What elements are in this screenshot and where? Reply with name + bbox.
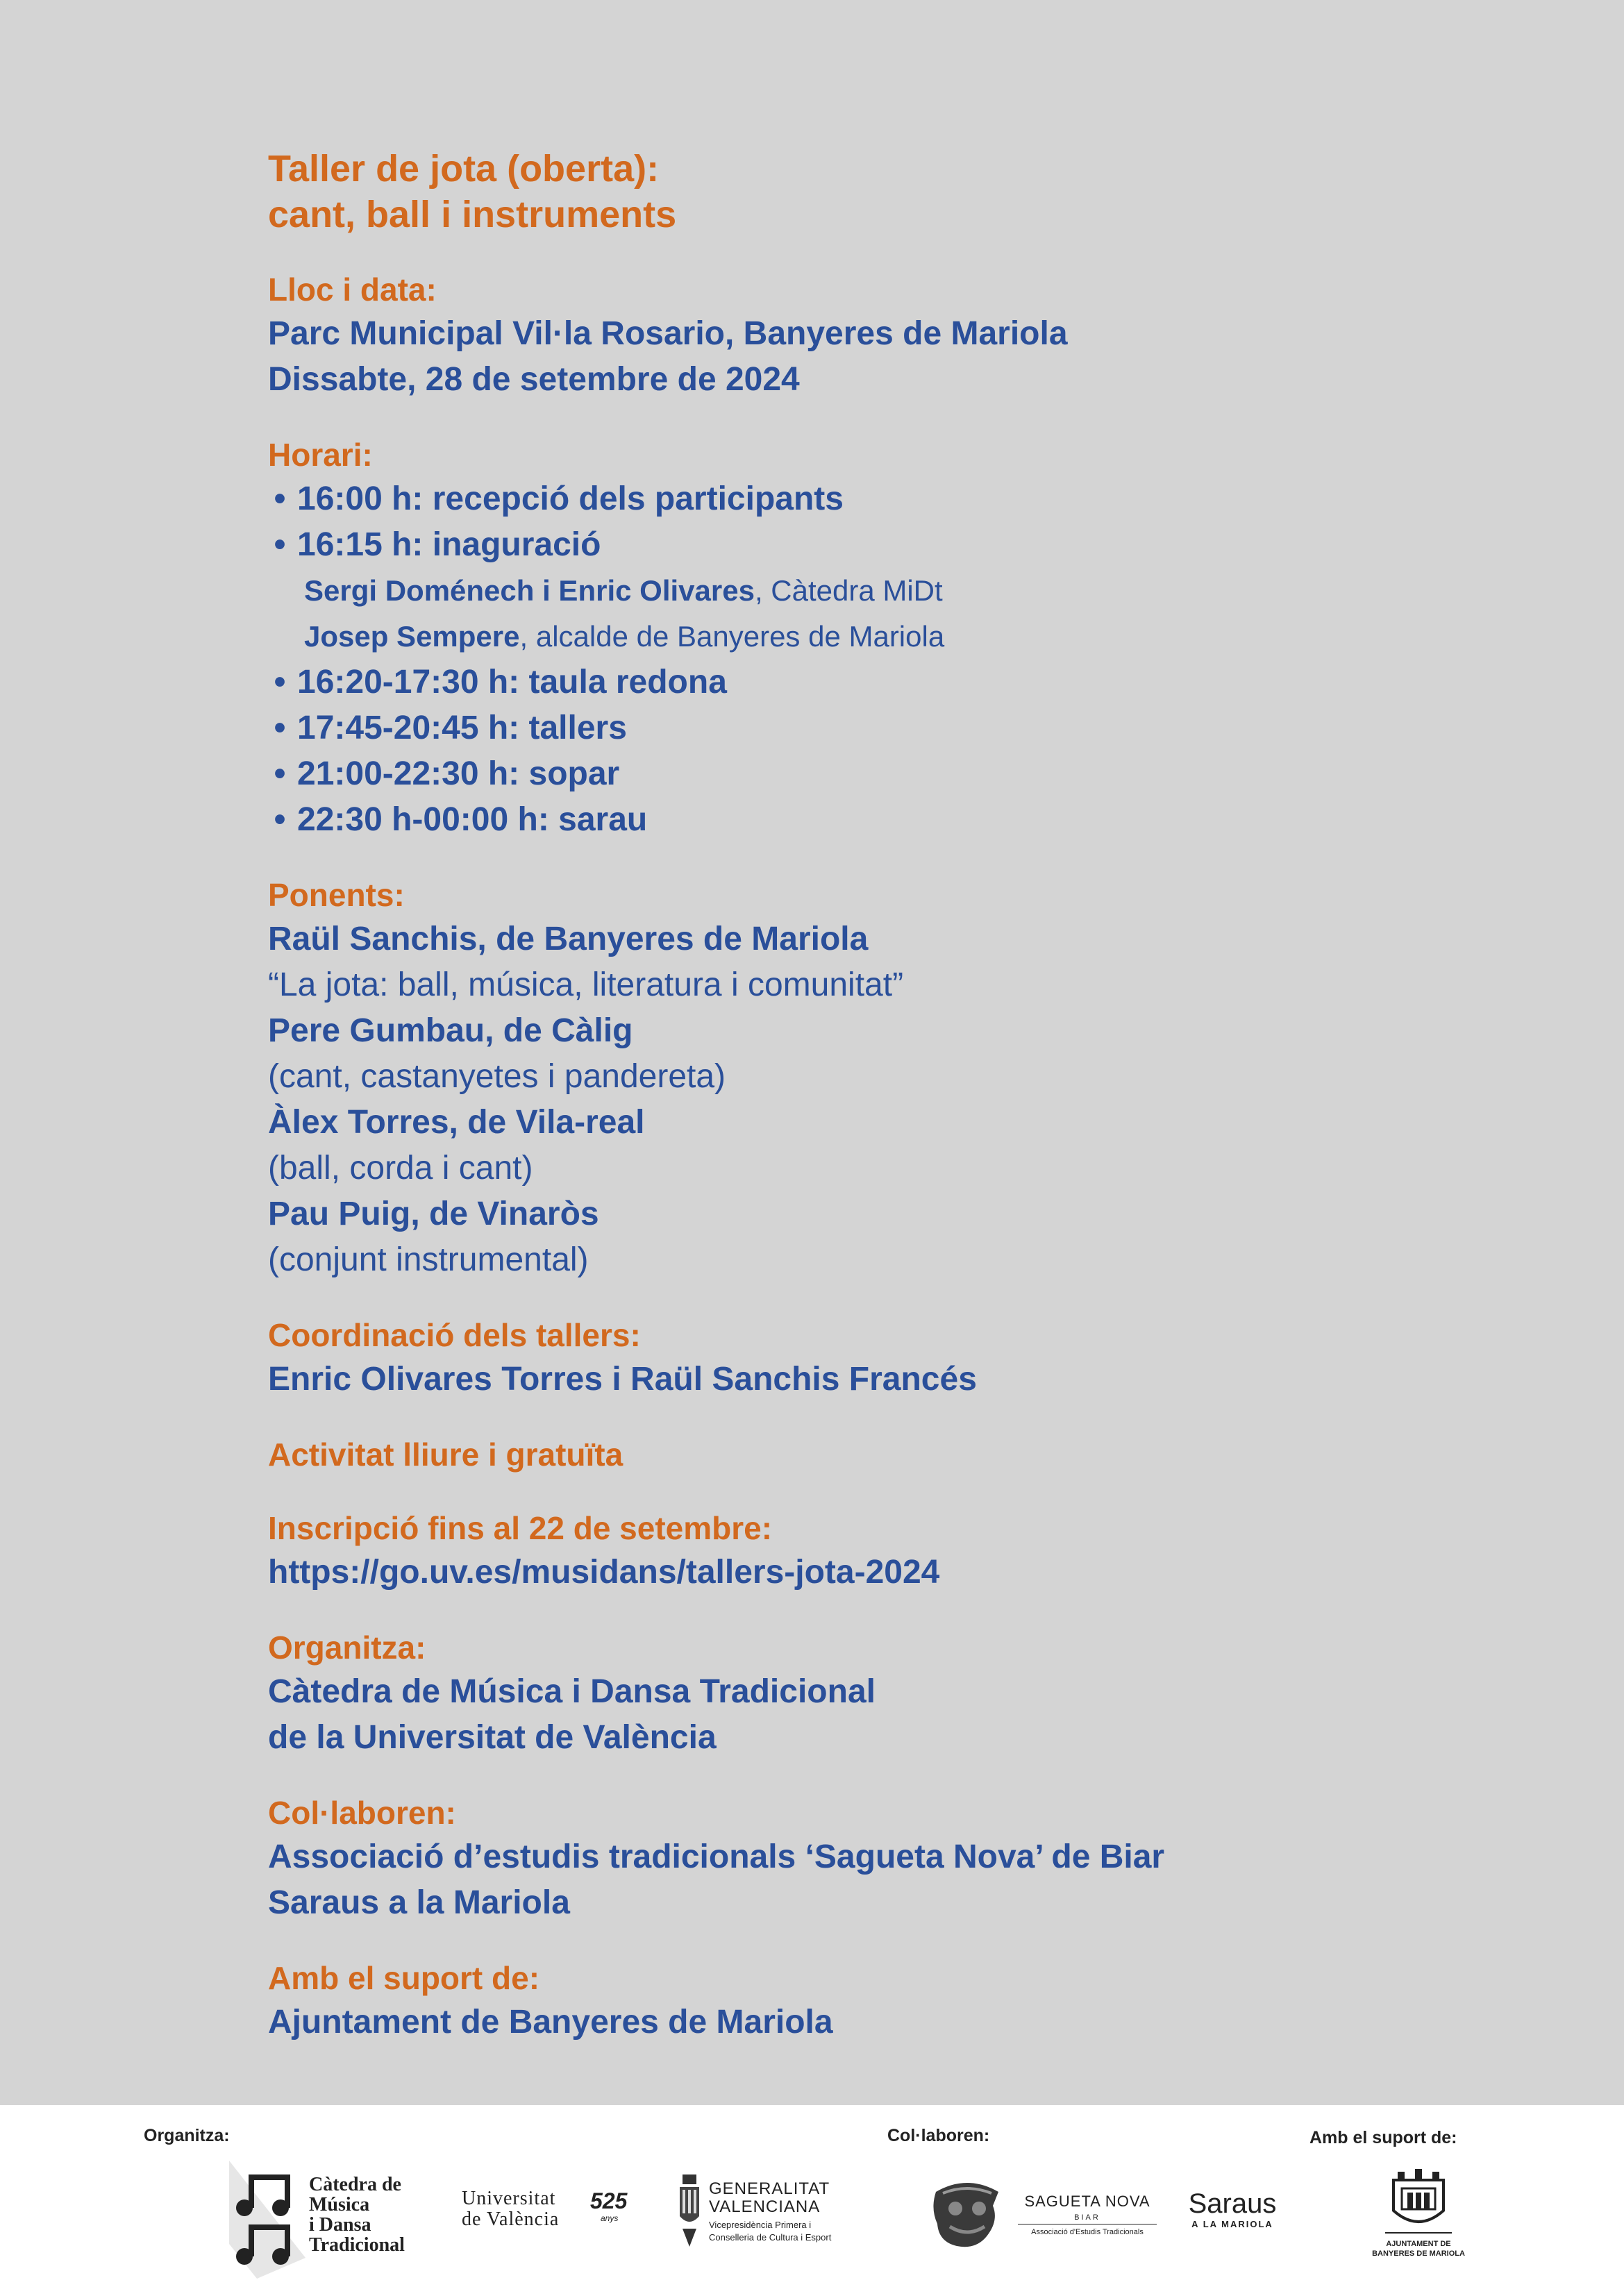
gva-logo-text: VALENCIANA [709, 2197, 821, 2216]
inscripcio-link[interactable]: https://go.uv.es/musidans/tallers-jota-2024 [268, 1554, 940, 1591]
ponent-name: Pere Gumbau, de Càlig [268, 1012, 633, 1049]
sagueta-nova-logo [929, 2178, 1158, 2254]
section-activitat [268, 1433, 1518, 1476]
organitza-line: Càtedra de Música i Dansa Tradicional [268, 1673, 876, 1710]
ponent-name: Àlex Torres, de Vila-real [268, 1104, 645, 1141]
lloc-place: Parc Municipal Vil·la Rosario, Banyeres de Mariola [268, 315, 1068, 352]
organitza-line: de la Universitat de València [268, 1719, 717, 1756]
horari-heading: Horari: [268, 437, 373, 473]
footer-organitza-label: Organitza: [144, 2126, 230, 2145]
uv-anniversary-sub: anys [601, 2213, 619, 2223]
section-lloc [268, 268, 1518, 403]
sponsor-footer [0, 2105, 1624, 2296]
saraus-logo-text: Saraus [1188, 2188, 1277, 2219]
horari-sub-line [268, 568, 1518, 614]
lloc-heading: Lloc i data: [268, 271, 437, 308]
catedra-logo-text: Tradicional [309, 2234, 405, 2256]
collaboren-line: Saraus a la Mariola [268, 1884, 570, 1921]
saraus-logo-text: A LA MARIOLA [1191, 2219, 1273, 2229]
ponents-heading: Ponents: [268, 877, 405, 913]
horari-item: • 22:30 h-00:00 h: sarau [268, 797, 1518, 843]
inscripcio-heading: Inscripció fins al 22 de setembre: [268, 1510, 773, 1546]
activitat-heading: Activitat lliure i gratuïta [268, 1436, 623, 1473]
coordinacio-text: Enric Olivares Torres i Raül Sanchis Francés [268, 1361, 977, 1398]
section-organitza [268, 1626, 1518, 1761]
suport-heading: Amb el suport de: [268, 1960, 540, 1996]
sculpture-icon [929, 2178, 1005, 2250]
section-collaboren [268, 1791, 1518, 1926]
horari-sub-role: , Càtedra MiDt [754, 574, 943, 607]
horari-item: • 17:45-20:45 h: tallers [268, 705, 1518, 751]
ajuntament-logo [1359, 2169, 1477, 2273]
horari-item: • 21:00-22:30 h: sopar [268, 751, 1518, 797]
section-horari [268, 433, 1518, 843]
sagueta-logo-text: Associació d'Estudis Tradicionals [1018, 2224, 1157, 2238]
section-coordinacio [268, 1314, 1518, 1402]
uv-anniversary-badge: 525 [590, 2188, 628, 2213]
music-notes-icon [229, 2161, 312, 2279]
ponent-desc: (conjunt instrumental) [268, 1241, 589, 1278]
title-line-1: Taller de jota (oberta): [268, 148, 660, 190]
catedra-logo-text: i Dansa [309, 2214, 371, 2236]
horari-item: • 16:00 h: recepció dels participants [268, 476, 1518, 522]
uv-logo [462, 2188, 635, 2244]
section-inscripcio [268, 1507, 1518, 1595]
catedra-logo-text: Música [309, 2194, 370, 2215]
section-ponents [268, 873, 1518, 1283]
horari-item: • 16:20-17:30 h: taula redona [268, 660, 1518, 705]
ponent-desc: “La jota: ball, música, literatura i comunitat” [268, 966, 904, 1003]
saraus-logo [1180, 2188, 1284, 2244]
coordinacio-heading: Coordinació dels tallers: [268, 1317, 641, 1353]
footer-suport-label: Amb el suport de: [1309, 2128, 1457, 2147]
castle-crest-icon [1384, 2169, 1453, 2236]
ponent-name: Pau Puig, de Vinaròs [268, 1196, 599, 1232]
collaboren-heading: Col·laboren: [268, 1795, 456, 1831]
ponent-desc: (cant, castanyetes i pandereta) [268, 1058, 726, 1095]
lloc-date: Dissabte, 28 de setembre de 2024 [268, 361, 800, 398]
poster-title [268, 146, 1518, 237]
uv-logo-text: de València [462, 2209, 560, 2230]
gva-logo [677, 2175, 857, 2258]
ajuntament-logo-text: AJUNTAMENT DE [1386, 2240, 1451, 2248]
section-suport [268, 1956, 1518, 2045]
catedra-logo-text: Càtedra de [309, 2174, 401, 2195]
horari-sub-role: , alcalde de Banyeres de Mariola [519, 620, 945, 653]
sagueta-logo-text: SAGUETA NOVA [1024, 2193, 1150, 2210]
gva-logo-subtext: Conselleria de Cultura i Esport [709, 2232, 832, 2243]
organitza-heading: Organitza: [268, 1629, 426, 1666]
ajuntament-logo-text: BANYERES DE MARIOLA [1372, 2249, 1465, 2258]
gva-logo-text: GENERALITAT [709, 2179, 830, 2198]
collaboren-line: Associació d’estudis tradicionals ‘Sagueta Nova’ de Biar [268, 1838, 1165, 1875]
gva-logo-subtext: Vicepresidència Primera i [709, 2220, 812, 2230]
uv-logo-text: Universitat [462, 2188, 556, 2209]
footer-collaboren-label: Col·laboren: [887, 2126, 990, 2145]
ponent-name: Raül Sanchis, de Banyeres de Mariola [268, 921, 869, 957]
horari-item: • 16:15 h: inaguració [268, 522, 1518, 568]
ponent-desc: (ball, corda i cant) [268, 1150, 533, 1187]
horari-sub-line [268, 614, 1518, 660]
gva-shield-icon [677, 2175, 702, 2247]
title-line-2: cant, ball i instruments [268, 194, 677, 235]
poster-content [268, 146, 1518, 2045]
horari-sub-name: Sergi Doménech i Enric Olivares [304, 574, 755, 607]
catedra-logo [229, 2161, 430, 2279]
sagueta-logo-text: BIAR [1074, 2213, 1100, 2222]
horari-sub-name: Josep Sempere [304, 620, 520, 653]
suport-text: Ajuntament de Banyeres de Mariola [268, 2004, 833, 2041]
